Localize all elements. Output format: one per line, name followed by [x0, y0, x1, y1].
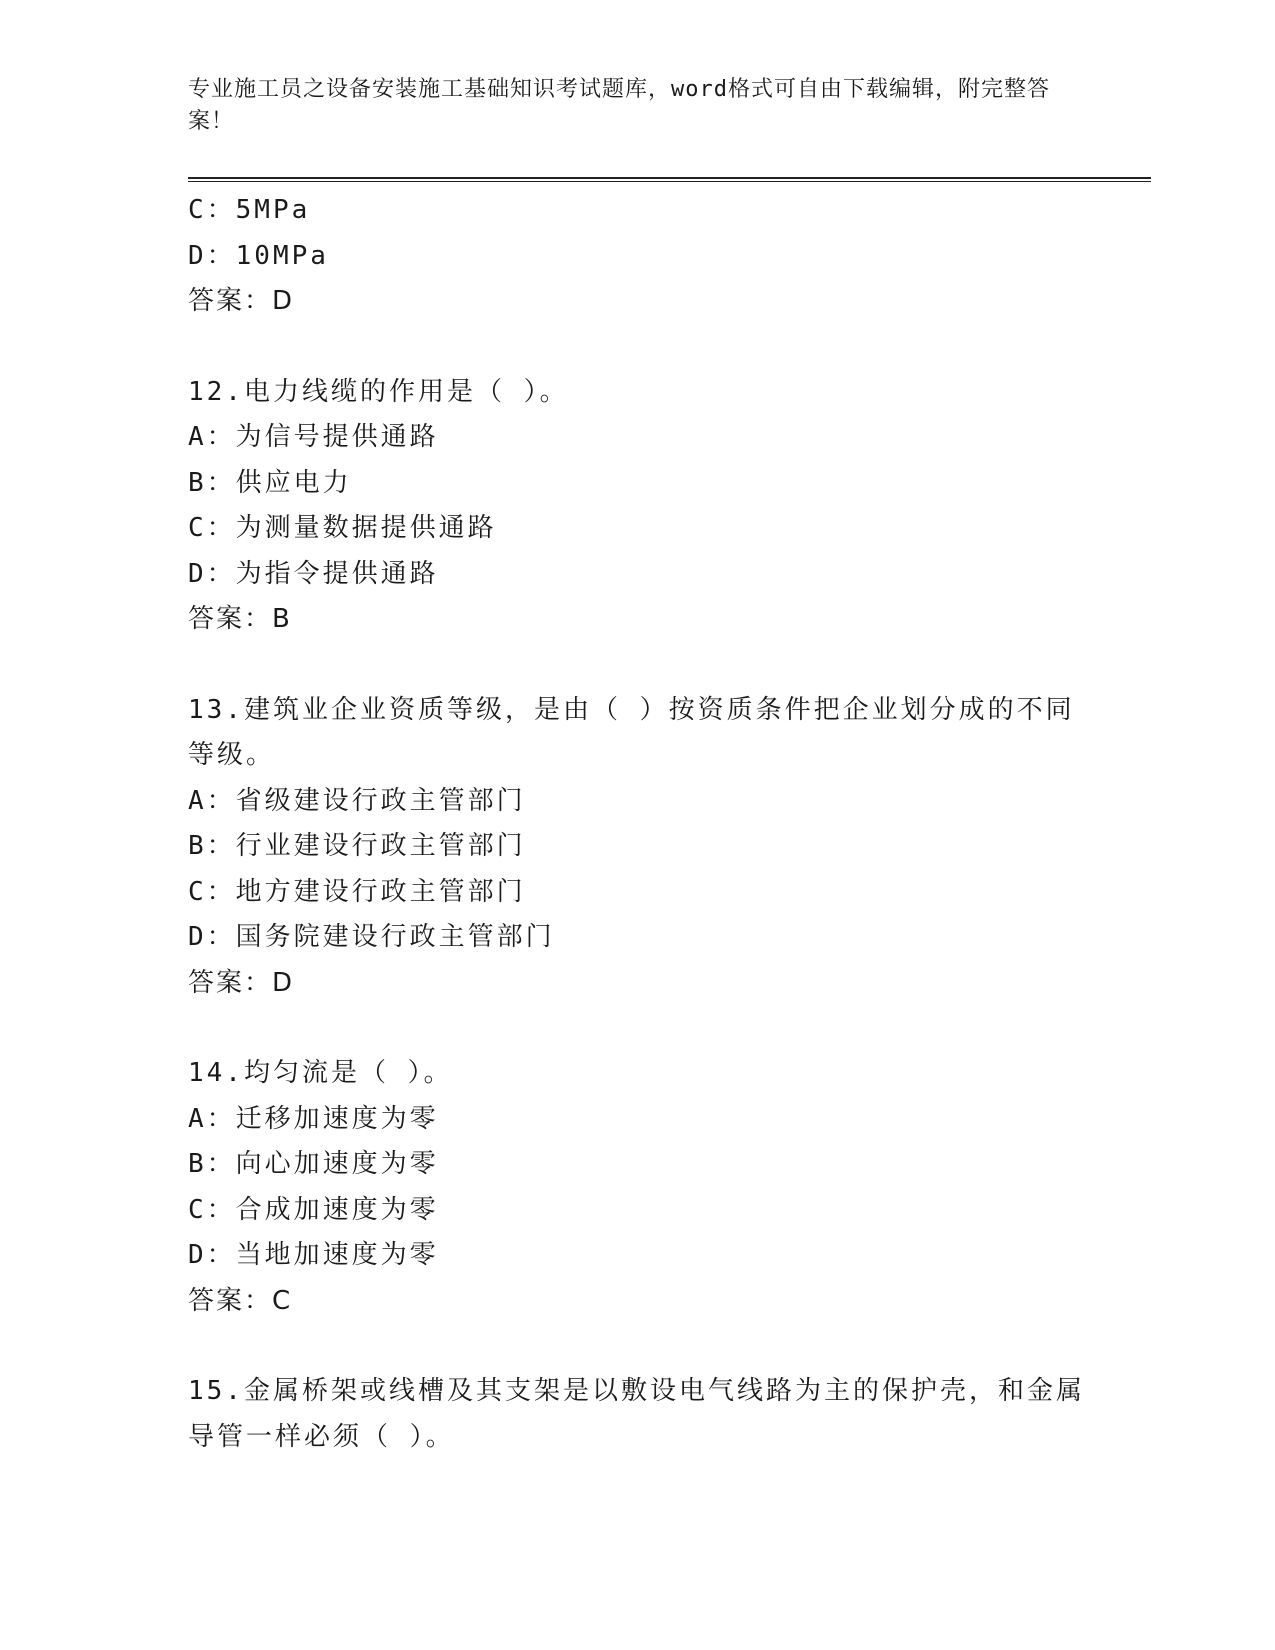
question-13: [188, 688, 1088, 1007]
option-text: 为测量数据提供通路: [235, 513, 497, 543]
option-label: C：: [188, 876, 236, 907]
option-label: C：: [188, 1194, 236, 1225]
option-text: 向心加速度为零: [235, 1149, 439, 1179]
document-body: [188, 188, 1088, 1460]
answer-line: 答案：D: [188, 967, 295, 998]
option-text: 迁移加速度为零: [235, 1103, 439, 1134]
question-12: [188, 370, 1088, 643]
option-d: [188, 915, 1088, 961]
answer-line: 答案：B: [188, 604, 292, 634]
option-b: [188, 461, 1088, 507]
document-header: 专业施工员之设备安装施工基础知识考试题库，word格式可自由下载编辑，附完整答案！: [188, 77, 1050, 134]
option-text: 行业建设行政主管部门: [235, 831, 526, 861]
option-text: 5MPa: [235, 195, 311, 225]
answer-line: 答案：D: [188, 286, 295, 316]
option-label: C：: [188, 513, 236, 543]
option-d: [188, 552, 1088, 598]
option-label: D：: [188, 240, 236, 271]
question-stem: 12.电力线缆的作用是（ ）。: [188, 376, 569, 407]
option-b: [188, 1142, 1088, 1188]
option-label: D：: [188, 1240, 236, 1270]
option-text: 当地加速度为零: [235, 1240, 439, 1270]
option-label: B：: [188, 1149, 236, 1179]
option-text: 10MPa: [235, 240, 329, 271]
option-text: 合成加速度为零: [235, 1194, 439, 1225]
option-b: [188, 824, 1088, 870]
option-label: B：: [188, 467, 236, 498]
question-14: [188, 1051, 1088, 1324]
question-stem: 15.金属桥架或线槽及其支架是以敷设电气线路为主的保护壳，和金属导管一样必须（ ）。: [188, 1376, 1085, 1452]
question-partial: [188, 188, 1088, 325]
option-text: 供应电力: [235, 467, 352, 498]
answer-line: 答案：C: [188, 1285, 293, 1316]
option-c: [188, 870, 1088, 916]
option-text: 为指令提供通路: [235, 558, 439, 589]
question-stem: 14.均匀流是（ ）。: [188, 1058, 453, 1088]
option-label: A：: [188, 1103, 236, 1134]
option-label: A：: [188, 785, 236, 816]
option-d: [188, 1233, 1088, 1279]
option-text: 为信号提供通路: [235, 422, 439, 452]
option-label: B：: [188, 831, 236, 861]
option-label: A：: [188, 422, 236, 452]
option-label: D：: [188, 922, 236, 952]
question-15: [188, 1369, 1088, 1460]
option-a: [188, 779, 1088, 825]
option-c: [188, 506, 1088, 552]
question-stem: 13.建筑业企业资质等级，是由（ ）按资质条件把企业划分成的不同等级。: [188, 694, 1075, 770]
option-a: [188, 1097, 1088, 1143]
option-c: [188, 1188, 1088, 1234]
option-text: 省级建设行政主管部门: [235, 785, 526, 816]
option-a: [188, 415, 1088, 461]
header-rule-thin: [188, 181, 1151, 182]
option-c: [188, 188, 1088, 234]
option-label: D：: [188, 558, 236, 589]
option-text: 国务院建设行政主管部门: [235, 922, 555, 952]
option-d: [188, 234, 1088, 280]
option-text: 地方建设行政主管部门: [235, 876, 526, 907]
option-label: C：: [188, 195, 236, 225]
header-rule-thick: [188, 177, 1151, 179]
